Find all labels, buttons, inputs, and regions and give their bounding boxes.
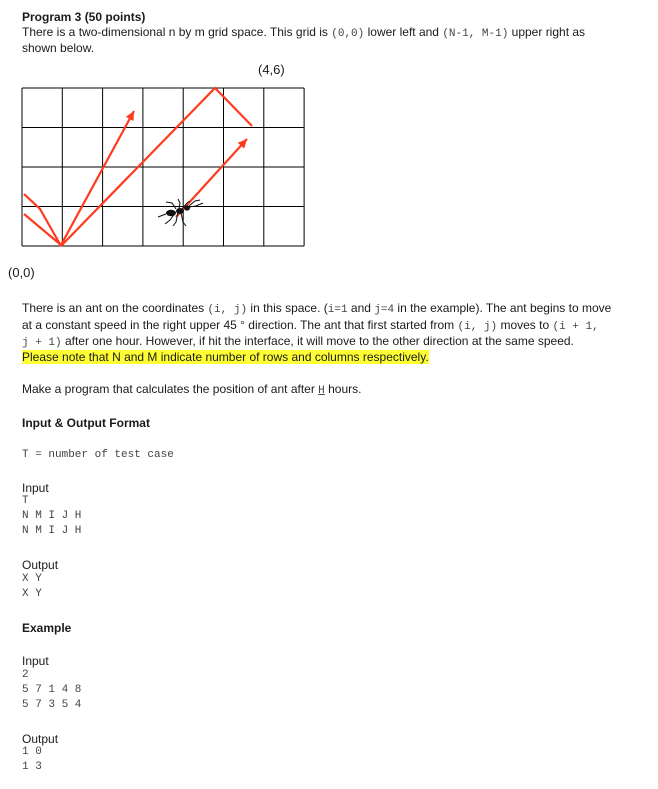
para-code-j1: j + 1) — [22, 337, 62, 349]
example-output-label: Output — [22, 732, 59, 746]
para-text-1b: in this space. ( — [247, 301, 328, 315]
path-segment — [176, 139, 247, 217]
intro-line-2: shown below. — [22, 41, 95, 55]
intro-text-2: lower left and — [364, 25, 443, 39]
para-code-j4: j=4 — [374, 304, 395, 316]
highlight-note: Please note that N and M indicate number of rows and columns respectively. — [22, 350, 429, 364]
task-text-a: Make a program that calculates the position of ant after — [22, 382, 319, 396]
task-line — [22, 382, 361, 397]
ant-icon — [158, 199, 203, 226]
para-text-3b: after one hour. However, if hit the interface, it will move to the other direction at the same speed. — [61, 334, 574, 348]
para-text-1c: in the example). The ant begins to move — [394, 301, 612, 315]
io-input-line: N M I J H — [22, 525, 82, 537]
io-output-label: Output — [22, 558, 59, 572]
para-code-i1: i=1 — [327, 304, 348, 316]
para-text-2a: at a constant speed in the right upper 45 ° direction. The ant that first started from — [22, 318, 458, 332]
task-text-b: hours. — [324, 382, 362, 396]
label-bottom-left: (0,0) — [8, 265, 35, 280]
example-output-line: 1 0 — [22, 746, 42, 758]
para-code-ij: (i, j) — [207, 304, 248, 316]
para-line-3 — [22, 334, 574, 349]
intro-corner-code: (N-1, M-1) — [442, 28, 509, 40]
io-input-line: N M I J H — [22, 510, 82, 522]
page-title: Program 3 (50 points) — [22, 10, 146, 24]
io-heading: Input & Output Format — [22, 416, 150, 430]
intro-text-1: There is a two-dimensional n by m grid space. This grid is — [22, 25, 332, 39]
io-input-label: Input — [22, 481, 49, 495]
para-text-1a: There is an ant on the coordinates — [22, 301, 208, 315]
path-segment — [24, 111, 134, 245]
example-input-line: 5 7 3 5 4 — [22, 699, 82, 711]
label-top-right: (4,6) — [258, 62, 285, 77]
example-input-line: 2 — [22, 669, 29, 681]
para-text-2b: moves to — [497, 318, 553, 332]
example-output-line: 1 3 — [22, 761, 42, 773]
para-line-2 — [22, 318, 599, 333]
grid-lines — [22, 88, 304, 246]
intro-text-3: upper right as — [508, 25, 586, 39]
example-input-label: Input — [22, 654, 49, 668]
io-output-line: X Y — [22, 588, 42, 600]
io-output-line: X Y — [22, 573, 42, 585]
para-code-next: (i + 1, — [552, 321, 599, 333]
t-definition: T = number of test case — [22, 449, 174, 461]
para-line-1 — [22, 301, 611, 316]
io-input-line: T — [22, 495, 29, 507]
example-input-line: 5 7 1 4 8 — [22, 684, 82, 696]
task-var-h: H — [318, 385, 325, 397]
intro-origin-code: (0,0) — [331, 28, 365, 40]
para-text-and: and — [347, 301, 375, 315]
example-heading: Example — [22, 621, 72, 635]
para-code-start: (i, j) — [457, 321, 498, 333]
